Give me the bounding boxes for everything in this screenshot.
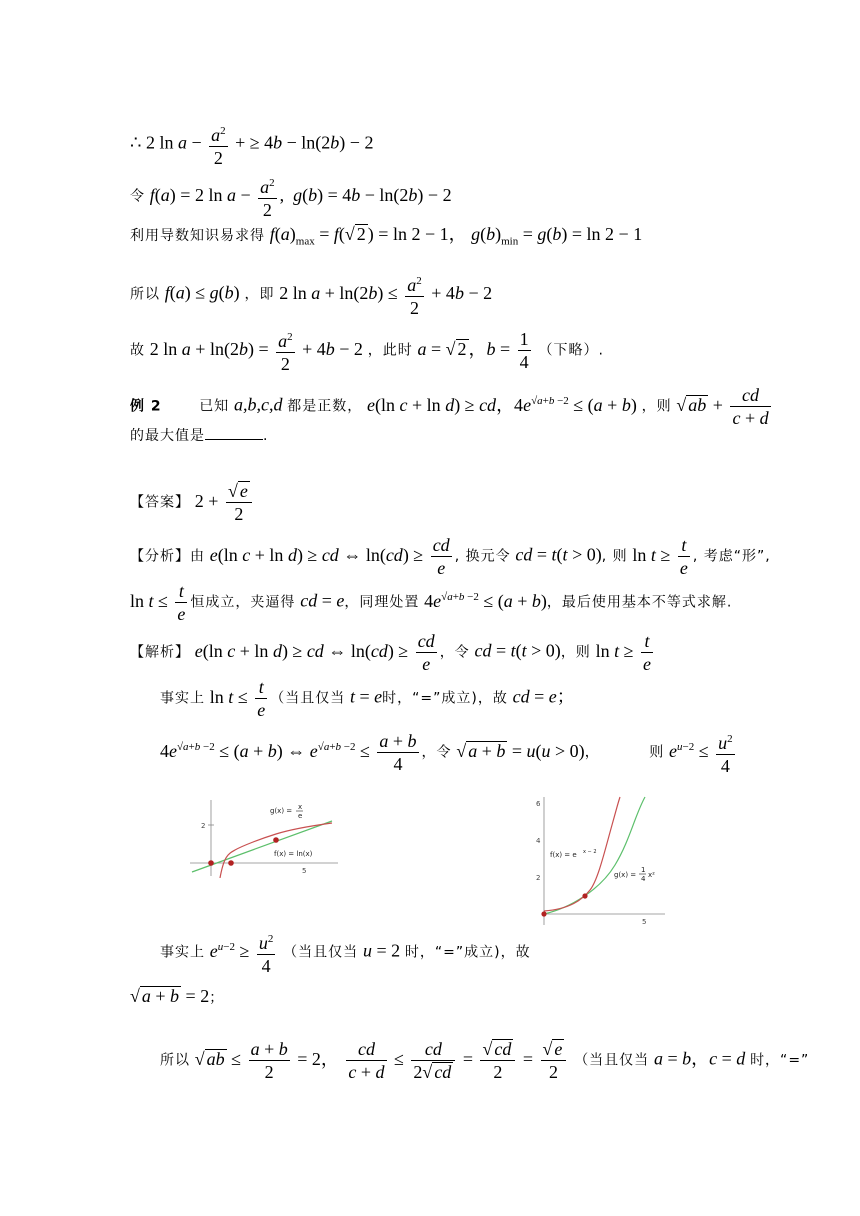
solution-line-5: √ a + b = 2； xyxy=(130,986,225,1006)
let-word: 令 xyxy=(130,188,145,205)
g-label: g(x) = xyxy=(270,807,293,815)
function-definition-line: 令 f(a) = 2 ln a − $\frac{a^2}{2}$ , g(b) = 4b − ln(2b) − 2 xyxy=(130,172,452,221)
f-exponent: x − 2 xyxy=(583,849,597,855)
analysis-t6: ，同理处置 xyxy=(344,594,420,611)
y-tick-6: 6 xyxy=(536,800,541,808)
equality-holds-text: 时，“=”成立)，故 xyxy=(382,690,508,707)
solution-t1: ，令 xyxy=(439,644,470,661)
analysis-t3: , 则 xyxy=(601,548,628,565)
y-tick-4: 4 xyxy=(536,837,541,845)
equality-holds-text-2: 时，“=”成立)，故 xyxy=(404,944,531,961)
answer-label: 【答案】 xyxy=(130,494,190,511)
point-origin xyxy=(541,911,546,916)
let-word-2: ，令 xyxy=(421,744,452,761)
g-label: g(x) = xyxy=(614,871,637,879)
analysis-line-1: 【分析】由 e(ln c + ln d) ≥ cd ⇔ ln(cd) ≥ $\frac{cd}{e}$ , 换元令 cd = t(t > 0), 则 ln t ≥ $\frac{t}{e}$ , 考虑“形”, xyxy=(130,535,771,578)
iff-word: （当且仅当 xyxy=(270,690,346,707)
f-label: f(x) = ln(x) xyxy=(274,850,313,858)
extremum-line: 利用导数知识易求得 $f(a)_{max} = f(√$ 2 ) = ln 2 − 1， $g(b)_{min} = g(b) = \ln 2 - 1$ xyxy=(130,224,643,248)
answer-blank xyxy=(205,425,263,440)
g-den: e xyxy=(298,812,303,820)
conclusion-line: 所以 f(a) ≤ g(b) ，即 2 ln a + ln(2b) ≤ $\frac{a^2}{2}$ + 4b − 2 xyxy=(130,270,492,319)
solution-line-3: $4e^{√a+b -2} \le (a + b)$ ⇔ $e^{√a+b -2}$ ≤ $\frac{a + b}{4}$ ，令 √ a + b = u(u > 0)， 则 $e^{u-2}$ ≤ $\frac{u^2}{4}$ xyxy=(160,728,738,777)
graph-ln-vs-linear xyxy=(190,796,340,878)
at-this-time-word: ，此时 xyxy=(367,342,413,359)
solution-line-2: 事实上 ln t ≤ $\frac{t}{e}$ （当且仅当 t = e时，“=”成立)，故 cd = e； xyxy=(160,677,575,720)
equality-holds-text-3: 时，“=” xyxy=(750,1052,810,1069)
analysis-label: 【分析】 xyxy=(130,548,190,565)
example-text-2: 都是正数， xyxy=(287,398,363,415)
therefore-word: 故 xyxy=(130,342,145,359)
solution-line-1: 【解析】 e(ln c + ln d) ≥ cd ⇔ ln(cd) ≥ $\frac{cd}{e}$ ，令 cd = t(t > 0)，则 ln t ≥ $\frac{t}{e}$ xyxy=(130,631,652,674)
then-word: 则 xyxy=(649,744,665,761)
analysis-t5: 恒成立，夹逼得 xyxy=(190,594,296,611)
point-root xyxy=(228,860,234,866)
g-tail: x² xyxy=(648,871,655,879)
namely-word: ，即 xyxy=(244,286,275,303)
example-text-4: 的最大值是 xyxy=(130,428,205,444)
iff-word-2: （当且仅当 xyxy=(283,944,359,961)
f-label: f(x) = e xyxy=(550,851,577,859)
x-tick-label: 5 xyxy=(302,867,307,875)
y-tick-label: 2 xyxy=(201,822,206,830)
in-fact-word-2: 事实上 xyxy=(160,944,205,961)
so-word-2: 所以 xyxy=(160,1052,190,1069)
semicolon: ； xyxy=(209,990,225,1006)
iff-word-3: （当且仅当 xyxy=(574,1052,650,1069)
analysis-t2: , 换元令 xyxy=(454,548,511,565)
comma: ， xyxy=(584,744,600,761)
solution-t2: ，则 xyxy=(560,644,591,661)
solution-label: 【解析】 xyxy=(130,644,190,661)
point-tangent xyxy=(273,837,279,843)
answer-line: 【答案】 2 + $\frac{√ e}{2}$ xyxy=(130,480,255,525)
solution-line-6: 所以 √ ab ≤ $\frac{a + b}{2}$ = 2， $\frac{cd}{c + d}$ ≤ $\frac{cd}{2√ cd}$ = $\frac{√ cd}{2}$ = $\frac{√ e}{2}$ （当且仅当 a = b，c = d 时，“=” xyxy=(160,1039,810,1082)
in-fact-word: 事实上 xyxy=(160,690,205,707)
analysis-line-2: ln t ≤ $\frac{t}{e}$ 恒成立，夹逼得 cd = e，同理处置 $4e^{√a+b -2} \le (a + b)$，最后使用基本不等式求解. xyxy=(130,581,733,624)
point-origin xyxy=(208,860,214,866)
solution-line-4: 事实上 $e^{u-2}$ ≥ $\frac{u^2}{4}$ （当且仅当 u = 2 时，“=”成立)，故 xyxy=(160,928,531,977)
omitted-note: （下略）. xyxy=(538,342,604,359)
g-num: x xyxy=(298,803,303,811)
analysis-t1: 由 xyxy=(190,548,205,565)
analysis-t4: , 考虑“形”, xyxy=(692,548,771,565)
analysis-t7: ，最后使用基本不等式求解. xyxy=(546,594,733,611)
inequality-line-1: ∴ 2 ln a − $\frac{a^2}{2}$ + ≥ 4b − ln(2b) − 2 xyxy=(130,120,373,169)
graph-exp-vs-quadratic xyxy=(530,795,670,927)
point-tangent xyxy=(582,893,587,898)
g-den: 4 xyxy=(641,875,646,883)
example-text-3: ，则 xyxy=(641,398,672,415)
example-text-1: 已知 xyxy=(199,398,230,415)
example-2-line-2 xyxy=(130,425,268,446)
example-2-line: 例 2 已知 a,b,c,d 都是正数， e(ln c + ln d) ≥ cd，$4e^{√a+b -2} \le (a + b)$ ，则 √ ab + $\frac{cd}{c + d}$ xyxy=(130,385,769,428)
example-label: 例 2 xyxy=(130,398,162,415)
x-tick-5: 5 xyxy=(642,918,647,926)
derivative-text: 利用导数知识易求得 xyxy=(130,228,265,244)
g-num: 1 xyxy=(641,866,646,874)
period: . xyxy=(263,428,269,444)
y-tick-2: 2 xyxy=(536,874,541,882)
so-word: 所以 xyxy=(130,286,160,303)
equality-line: 故 2 ln a + ln(2b) = $\frac{a^2}{2}$ + 4b − 2 ，此时 a = √ 2 ，b = $\frac{1}{4}$ （下略）. xyxy=(130,326,604,375)
